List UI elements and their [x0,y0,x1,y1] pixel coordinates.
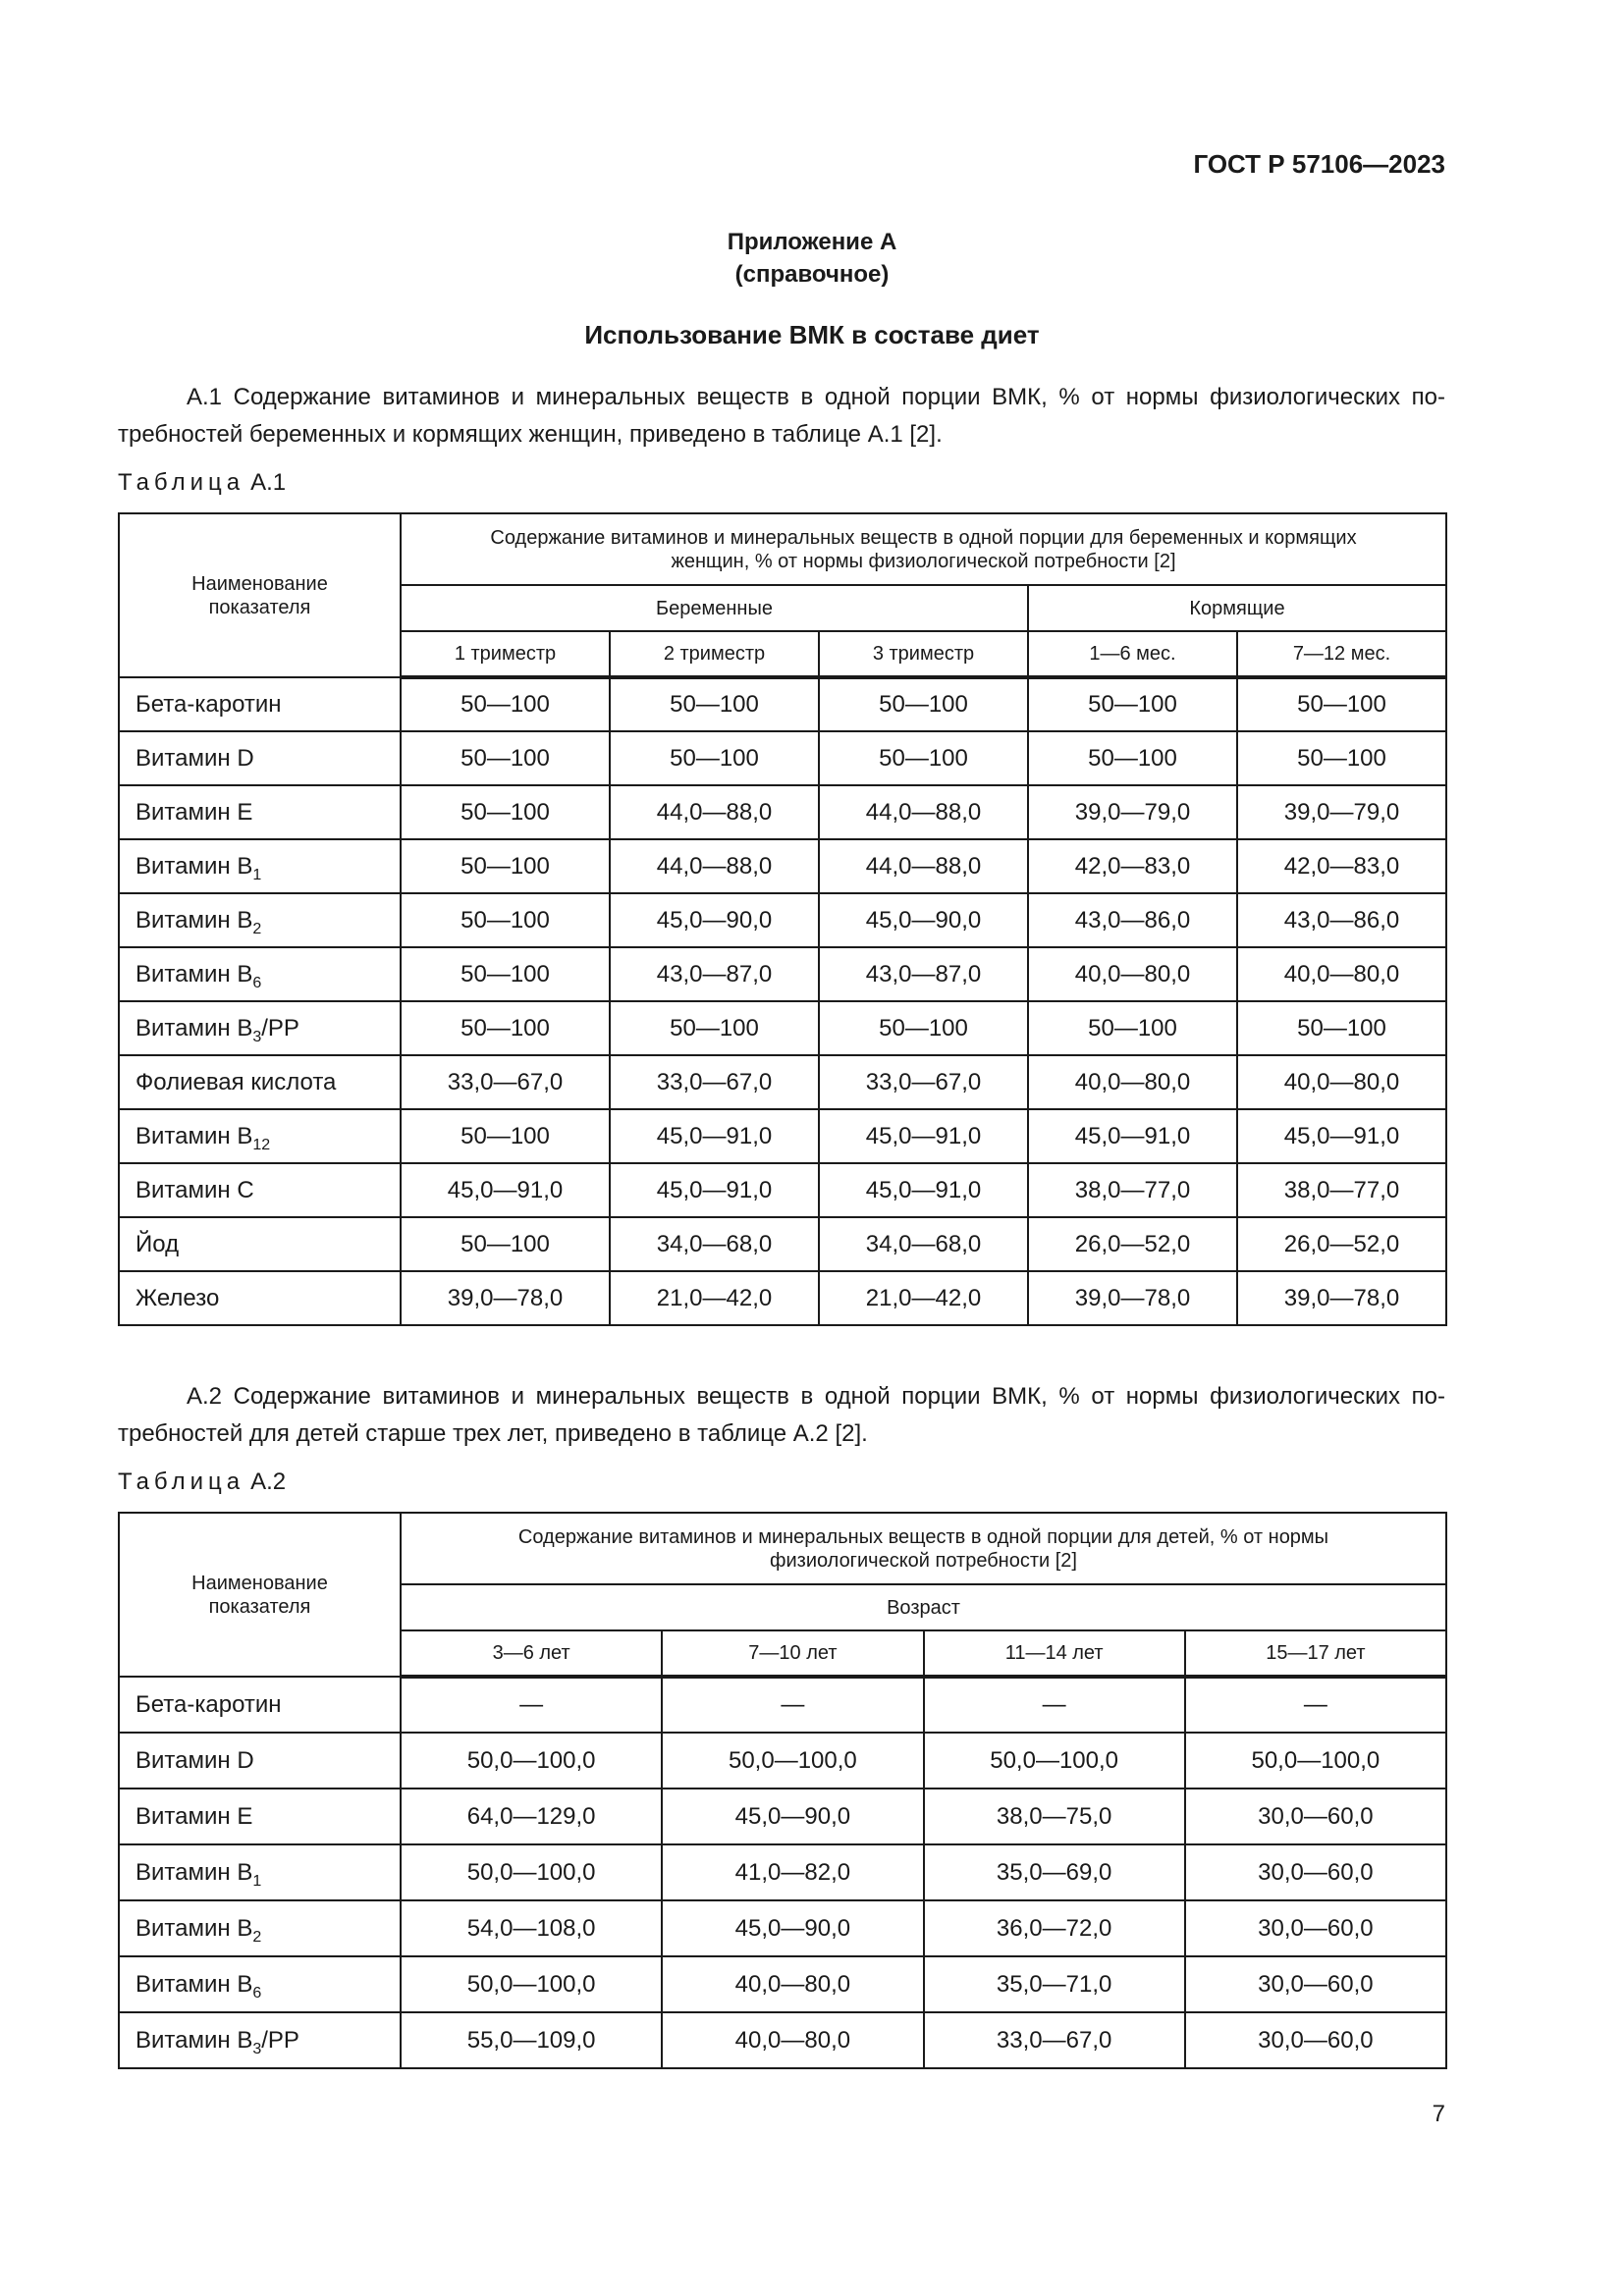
value-cell: 45,0—91,0 [610,1163,819,1217]
indicator-subscript: 12 [252,1136,271,1153]
value-cell: 38,0—77,0 [1028,1163,1237,1217]
value-cell: 50—100 [819,677,1028,731]
indicator-name [119,1844,401,1900]
value-cell: 36,0—72,0 [924,1900,1185,1956]
indicator-label: Бета-каротин [135,1690,282,1718]
value-cell: 44,0—88,0 [610,839,819,893]
table-row [119,1001,1446,1055]
value-cell: 50—100 [1028,1001,1237,1055]
value-cell: 30,0—60,0 [1185,1844,1446,1900]
value-cell: 30,0—60,0 [1185,1789,1446,1844]
value-cell: 45,0—90,0 [610,893,819,947]
value-cell: — [924,1677,1185,1733]
indicator-label: Бета-каротин [135,690,282,718]
value-cell: 45,0—91,0 [819,1109,1028,1163]
value-cell: 34,0—68,0 [610,1217,819,1271]
indicator-subscript: 2 [252,920,262,937]
indicator-name [119,1677,401,1733]
table-row [119,1677,1446,1733]
indicator-suffix: /PP [261,2026,299,2054]
indicator-subscript: 3 [252,1028,262,1045]
value-cell: 43,0—87,0 [819,947,1028,1001]
value-cell: 50—100 [401,947,610,1001]
table2-name-header: Наименование показателя [119,1513,401,1677]
indicator-name [119,1733,401,1789]
value-cell: 44,0—88,0 [610,785,819,839]
table1-group-nursing: Кормящие [1028,585,1446,631]
indicator-label: Йод [135,1230,180,1257]
value-cell: 42,0—83,0 [1237,839,1446,893]
value-cell: 45,0—90,0 [662,1789,923,1844]
value-cell: 45,0—90,0 [819,893,1028,947]
value-cell: 43,0—86,0 [1237,893,1446,947]
table1-caption [118,469,286,497]
table-row [119,785,1446,839]
indicator-name [119,785,401,839]
value-cell: 21,0—42,0 [819,1271,1028,1325]
value-cell: 45,0—91,0 [1237,1109,1446,1163]
page-number: 7 [1432,2101,1445,2127]
value-cell: 50—100 [1237,1001,1446,1055]
value-cell: 45,0—91,0 [819,1163,1028,1217]
value-cell: 50—100 [401,839,610,893]
value-cell: 42,0—83,0 [1028,839,1237,893]
indicator-subscript: 6 [252,1984,262,2002]
indicator-label: Витамин D [135,744,254,772]
t1-subheader: 1—6 мес. [1028,631,1237,677]
value-cell: 64,0—129,0 [401,1789,662,1844]
indicator-label: Витамин Е [135,1802,253,1830]
value-cell: 50—100 [610,677,819,731]
value-cell: 21,0—42,0 [610,1271,819,1325]
value-cell: 54,0—108,0 [401,1900,662,1956]
indicator-label: Витамин В [135,960,253,988]
table-a1 [118,512,1447,1326]
paragraph-a1-line2: требностей беременных и кормящих женщин, приведено в таблице А.1 [2]. [118,421,943,448]
value-cell: 45,0—91,0 [610,1109,819,1163]
value-cell: 26,0—52,0 [1237,1217,1446,1271]
value-cell: 33,0—67,0 [924,2012,1185,2068]
paragraph-a2 [118,1378,1445,1453]
indicator-name [119,839,401,893]
value-cell: 40,0—80,0 [662,1956,923,2012]
value-cell: 50,0—100,0 [401,1956,662,2012]
table-row [119,731,1446,785]
indicator-label: Витамин В [135,906,253,934]
t1-subheader: 7—12 мес. [1237,631,1446,677]
table-row [119,1109,1446,1163]
indicator-label: Витамин В [135,2026,253,2054]
value-cell: 50—100 [401,1109,610,1163]
indicator-subscript: 1 [252,1872,262,1890]
value-cell: 50—100 [401,731,610,785]
value-cell: 34,0—68,0 [819,1217,1028,1271]
indicator-subscript: 2 [252,1928,262,1946]
indicator-name [119,1163,401,1217]
paragraph-a2-line2: требностей для детей старше трех лет, приведено в таблице А.2 [2]. [118,1420,868,1447]
indicator-label: Фолиевая кислота [135,1068,337,1095]
table-row [119,1055,1446,1109]
table-row [119,1733,1446,1789]
value-cell: 41,0—82,0 [662,1844,923,1900]
value-cell: 38,0—77,0 [1237,1163,1446,1217]
table-row [119,1789,1446,1844]
value-cell: 39,0—79,0 [1237,785,1446,839]
indicator-label: Витамин В [135,1014,253,1041]
value-cell: 30,0—60,0 [1185,1956,1446,2012]
value-cell: 35,0—69,0 [924,1844,1185,1900]
value-cell: 50,0—100,0 [401,1733,662,1789]
table-row [119,677,1446,731]
value-cell: 45,0—91,0 [1028,1109,1237,1163]
table1-caption-number: А.1 [250,469,287,496]
indicator-name [119,1055,401,1109]
value-cell: 45,0—90,0 [662,1900,923,1956]
value-cell: 50—100 [1237,731,1446,785]
table1-caption-word: Таблица [118,469,245,496]
value-cell: 50—100 [401,1217,610,1271]
annex-subtitle: (справочное) [734,261,890,288]
indicator-label: Витамин D [135,1746,254,1774]
t1-subheader: 3 триместр [819,631,1028,677]
value-cell: 40,0—80,0 [662,2012,923,2068]
value-cell: 50—100 [819,731,1028,785]
indicator-name [119,1956,401,2012]
value-cell: 40,0—80,0 [1237,947,1446,1001]
value-cell: 50—100 [401,893,610,947]
indicator-name [119,677,401,731]
value-cell: 55,0—109,0 [401,2012,662,2068]
value-cell: 50—100 [819,1001,1028,1055]
value-cell: 50—100 [401,785,610,839]
value-cell: 50—100 [1237,677,1446,731]
value-cell: — [401,1677,662,1733]
value-cell: 39,0—78,0 [1237,1271,1446,1325]
value-cell: 40,0—80,0 [1237,1055,1446,1109]
value-cell: 50—100 [610,1001,819,1055]
value-cell: 45,0—91,0 [401,1163,610,1217]
indicator-label: Витамин В [135,1970,253,1998]
table-row [119,2012,1446,2068]
value-cell: 50—100 [401,1001,610,1055]
value-cell: 39,0—79,0 [1028,785,1237,839]
annex-heading [0,226,1624,291]
value-cell: 30,0—60,0 [1185,1900,1446,1956]
t1-subheader: 2 триместр [610,631,819,677]
annex-title: Приложение А [727,229,897,255]
table1-name-header: Наименование показателя [119,513,401,677]
t2-subheader: 7—10 лет [662,1630,923,1677]
value-cell: 50—100 [610,731,819,785]
indicator-name [119,1789,401,1844]
table-row [119,1900,1446,1956]
table-row [119,839,1446,893]
table-row [119,893,1446,947]
table-row [119,1271,1446,1325]
indicator-subscript: 3 [252,2040,262,2057]
value-cell: 30,0—60,0 [1185,2012,1446,2068]
table-a2 [118,1512,1447,2069]
indicator-name [119,731,401,785]
value-cell: 50—100 [1028,731,1237,785]
document-code: ГОСТ Р 57106—2023 [1193,149,1445,179]
value-cell: 50,0—100,0 [924,1733,1185,1789]
table-row [119,1956,1446,2012]
value-cell: 50,0—100,0 [662,1733,923,1789]
value-cell: 50,0—100,0 [1185,1733,1446,1789]
indicator-name [119,1271,401,1325]
value-cell: — [1185,1677,1446,1733]
table-row [119,947,1446,1001]
value-cell: 39,0—78,0 [401,1271,610,1325]
indicator-label: Витамин В [135,1858,253,1886]
table2-caption-word: Таблица [118,1468,245,1495]
value-cell: 44,0—88,0 [819,785,1028,839]
table2-caption [118,1468,286,1496]
indicator-subscript: 6 [252,974,262,991]
indicator-name [119,947,401,1001]
value-cell: 44,0—88,0 [819,839,1028,893]
indicator-name [119,1217,401,1271]
table1-group-pregnant: Беременные [401,585,1028,631]
indicator-name [119,1109,401,1163]
table2-caption-number: А.2 [250,1468,287,1495]
value-cell: 33,0—67,0 [401,1055,610,1109]
indicator-label: Витамин В [135,1122,253,1149]
section-title: Использование ВМК в составе диет [584,320,1040,349]
indicator-label: Витамин В [135,1914,253,1942]
value-cell: 50—100 [401,677,610,731]
indicator-suffix: /PP [261,1014,299,1041]
value-cell: — [662,1677,923,1733]
indicator-name [119,1001,401,1055]
value-cell: 40,0—80,0 [1028,947,1237,1001]
indicator-label: Витамин В [135,852,253,880]
t2-subheader: 3—6 лет [401,1630,662,1677]
indicator-name [119,1900,401,1956]
table-row [119,1163,1446,1217]
table1-top-header: Содержание витаминов и минеральных веществ в одной порции для беременных и кормящих женщин, % от нормы физиологической потребности [2] [401,513,1446,585]
value-cell: 35,0—71,0 [924,1956,1185,2012]
paragraph-a2-line1: А.2 Содержание витаминов и минеральных веществ в одной порции ВМК, % от нормы физиологических по- [187,1383,1445,1410]
value-cell: 33,0—67,0 [819,1055,1028,1109]
table2-top-header: Содержание витаминов и минеральных веществ в одной порции для детей, % от нормы физиологической потребности [2] [401,1513,1446,1584]
indicator-name [119,893,401,947]
table-row [119,1217,1446,1271]
value-cell: 40,0—80,0 [1028,1055,1237,1109]
t2-subheader: 11—14 лет [924,1630,1185,1677]
paragraph-a1-line1: А.1 Содержание витаминов и минеральных веществ в одной порции ВМК, % от нормы физиологических по- [187,384,1445,410]
t2-subheader: 15—17 лет [1185,1630,1446,1677]
paragraph-a1 [118,379,1445,454]
value-cell: 26,0—52,0 [1028,1217,1237,1271]
t1-subheader: 1 триместр [401,631,610,677]
value-cell: 33,0—67,0 [610,1055,819,1109]
value-cell: 43,0—86,0 [1028,893,1237,947]
indicator-subscript: 1 [252,866,262,883]
indicator-label: Железо [135,1284,220,1311]
value-cell: 39,0—78,0 [1028,1271,1237,1325]
value-cell: 50,0—100,0 [401,1844,662,1900]
table2-group-age: Возраст [401,1584,1446,1630]
indicator-name [119,2012,401,2068]
value-cell: 50—100 [1028,677,1237,731]
indicator-label: Витамин Е [135,798,253,826]
indicator-label: Витамин С [135,1176,254,1203]
value-cell: 43,0—87,0 [610,947,819,1001]
table-row [119,1844,1446,1900]
value-cell: 38,0—75,0 [924,1789,1185,1844]
